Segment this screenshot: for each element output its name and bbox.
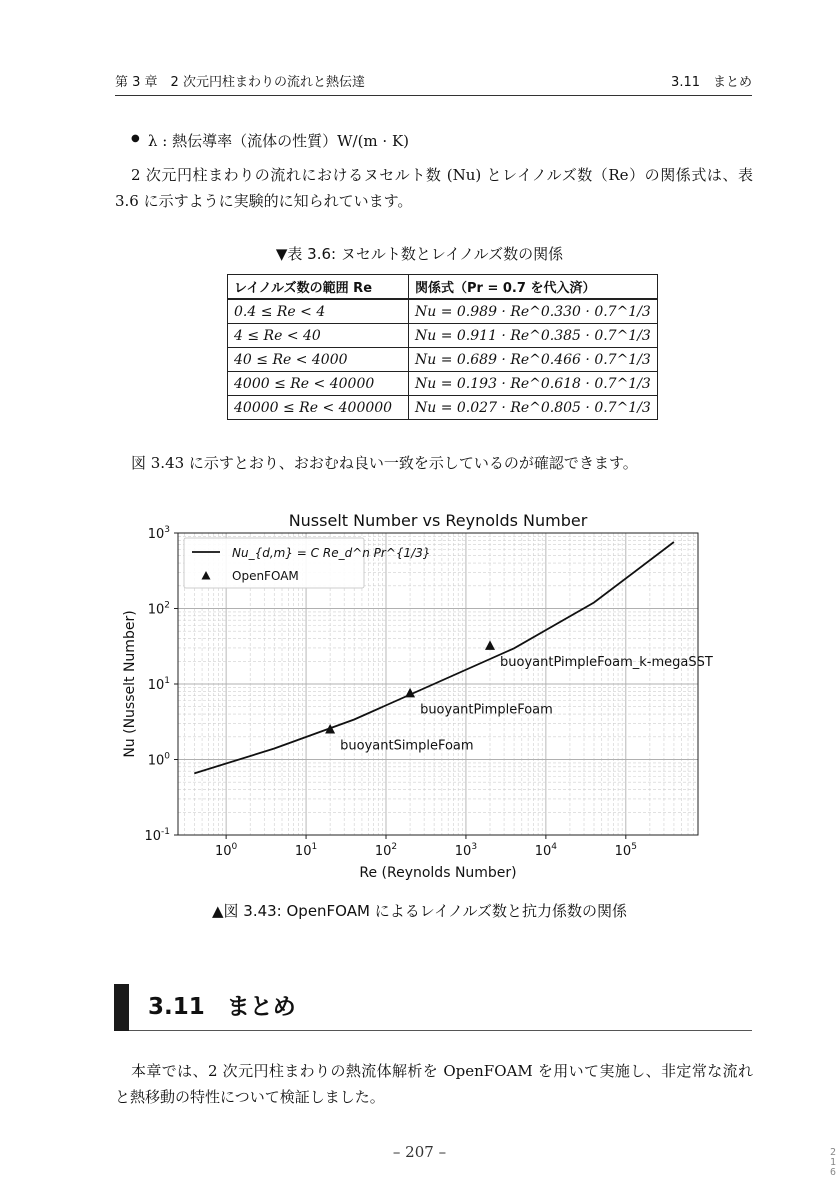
nusselt-reynolds-chart <box>112 505 732 880</box>
bullet-lambda: ● λ : 熱伝導率（流体の性質）W/(m · K) <box>148 130 409 151</box>
point-label: buoyantPimpleFoam_k-megaSST <box>500 654 713 670</box>
x-tick-label: $10^4$ <box>534 842 558 859</box>
relation-table <box>227 274 658 420</box>
range-cell: 4 ≤ Re < 40 <box>228 324 409 348</box>
formula-cell: Nu = 0.193 · Re^0.618 · 0.7^1/3 <box>409 372 658 396</box>
formula-cell: Nu = 0.911 · Re^0.385 · 0.7^1/3 <box>409 324 658 348</box>
range-cell: 40000 ≤ Re < 400000 <box>228 396 409 420</box>
x-tick-label: $10^2$ <box>374 842 398 859</box>
table-row <box>228 348 658 372</box>
point-label: buoyantPimpleFoam <box>420 702 553 718</box>
y-axis-label: Nu (Nusselt Number) <box>122 610 138 758</box>
y-tick-label: $10^2$ <box>147 600 170 618</box>
table-caption: ▼表 3.6: ヌセルト数とレイノルズ数の関係 <box>275 245 564 263</box>
figure-caption: ▲図 3.43: OpenFOAM によるレイノルズ数と抗力係数の関係 <box>211 902 628 920</box>
section-marker-bar <box>114 984 129 1031</box>
formula-cell: Nu = 0.989 · Re^0.330 · 0.7^1/3 <box>409 299 658 324</box>
openfoam-point <box>485 640 495 650</box>
header-formula: 関係式（Pr = 0.7 を代入済） <box>409 275 658 300</box>
paragraph-intro: 2 次元円柱まわりの流れにおけるヌセルト数 (Nu) とレイノルズ数（Re）の関係式は、表 3.6 に示すように実験的に知られています。 <box>115 166 753 210</box>
formula-cell: Nu = 0.689 · Re^0.466 · 0.7^1/3 <box>409 348 658 372</box>
range-cell: 40 ≤ Re < 4000 <box>228 348 409 372</box>
table-row <box>228 324 658 348</box>
formula-cell: Nu = 0.027 · Re^0.805 · 0.7^1/3 <box>409 396 658 420</box>
legend-label-openfoam: OpenFOAM <box>232 569 299 583</box>
x-axis-label: Re (Reynolds Number) <box>359 865 517 880</box>
table-row <box>228 372 658 396</box>
paragraph-summary: 本章では、2 次元円柱まわりの熱流体解析を OpenFOAM を用いて実施し、非定常な流れと熱移動の特性について検証しました。 <box>115 1062 753 1106</box>
header-section: 3.11 まとめ <box>671 75 752 90</box>
x-tick-label: $10^5$ <box>614 842 637 859</box>
table-row <box>228 396 658 420</box>
header-range: レイノルズ数の範囲 Re <box>228 275 409 300</box>
x-tick-label: $10^3$ <box>454 842 478 859</box>
y-tick-label: $10^0$ <box>147 751 170 769</box>
legend-label-correlation: Nu_{d,m} = C Re_d^n Pr^{1/3} <box>232 546 431 560</box>
paragraph-figure-ref: 図 3.43 に示すとおり、おおむね良い一致を示しているのが確認できます。 <box>131 454 638 472</box>
section-number: 3.11 <box>148 994 205 1020</box>
y-tick-label: $10^{-1}$ <box>144 827 170 844</box>
page-number: – 207 – <box>392 1143 447 1161</box>
section-rule <box>129 1030 752 1031</box>
y-tick-label: $10^3$ <box>147 525 170 542</box>
range-cell: 4000 ≤ Re < 40000 <box>228 372 409 396</box>
chart-title: Nusselt Number vs Reynolds Number <box>288 511 588 530</box>
y-tick-label: $10^1$ <box>147 676 170 693</box>
table-header-row <box>228 275 658 300</box>
section-heading <box>148 988 318 1021</box>
header-chapter: 第 3 章 2 次元円柱まわりの流れと熱伝達 <box>115 75 365 90</box>
table-row <box>228 299 658 324</box>
section-title: まとめ <box>226 994 296 1020</box>
range-cell: 0.4 ≤ Re < 4 <box>228 299 409 324</box>
x-tick-label: $10^1$ <box>294 842 318 859</box>
side-mark: 216 <box>830 1147 837 1178</box>
x-tick-label: $10^0$ <box>214 842 238 859</box>
running-header <box>115 71 752 96</box>
point-label: buoyantSimpleFoam <box>340 738 474 754</box>
